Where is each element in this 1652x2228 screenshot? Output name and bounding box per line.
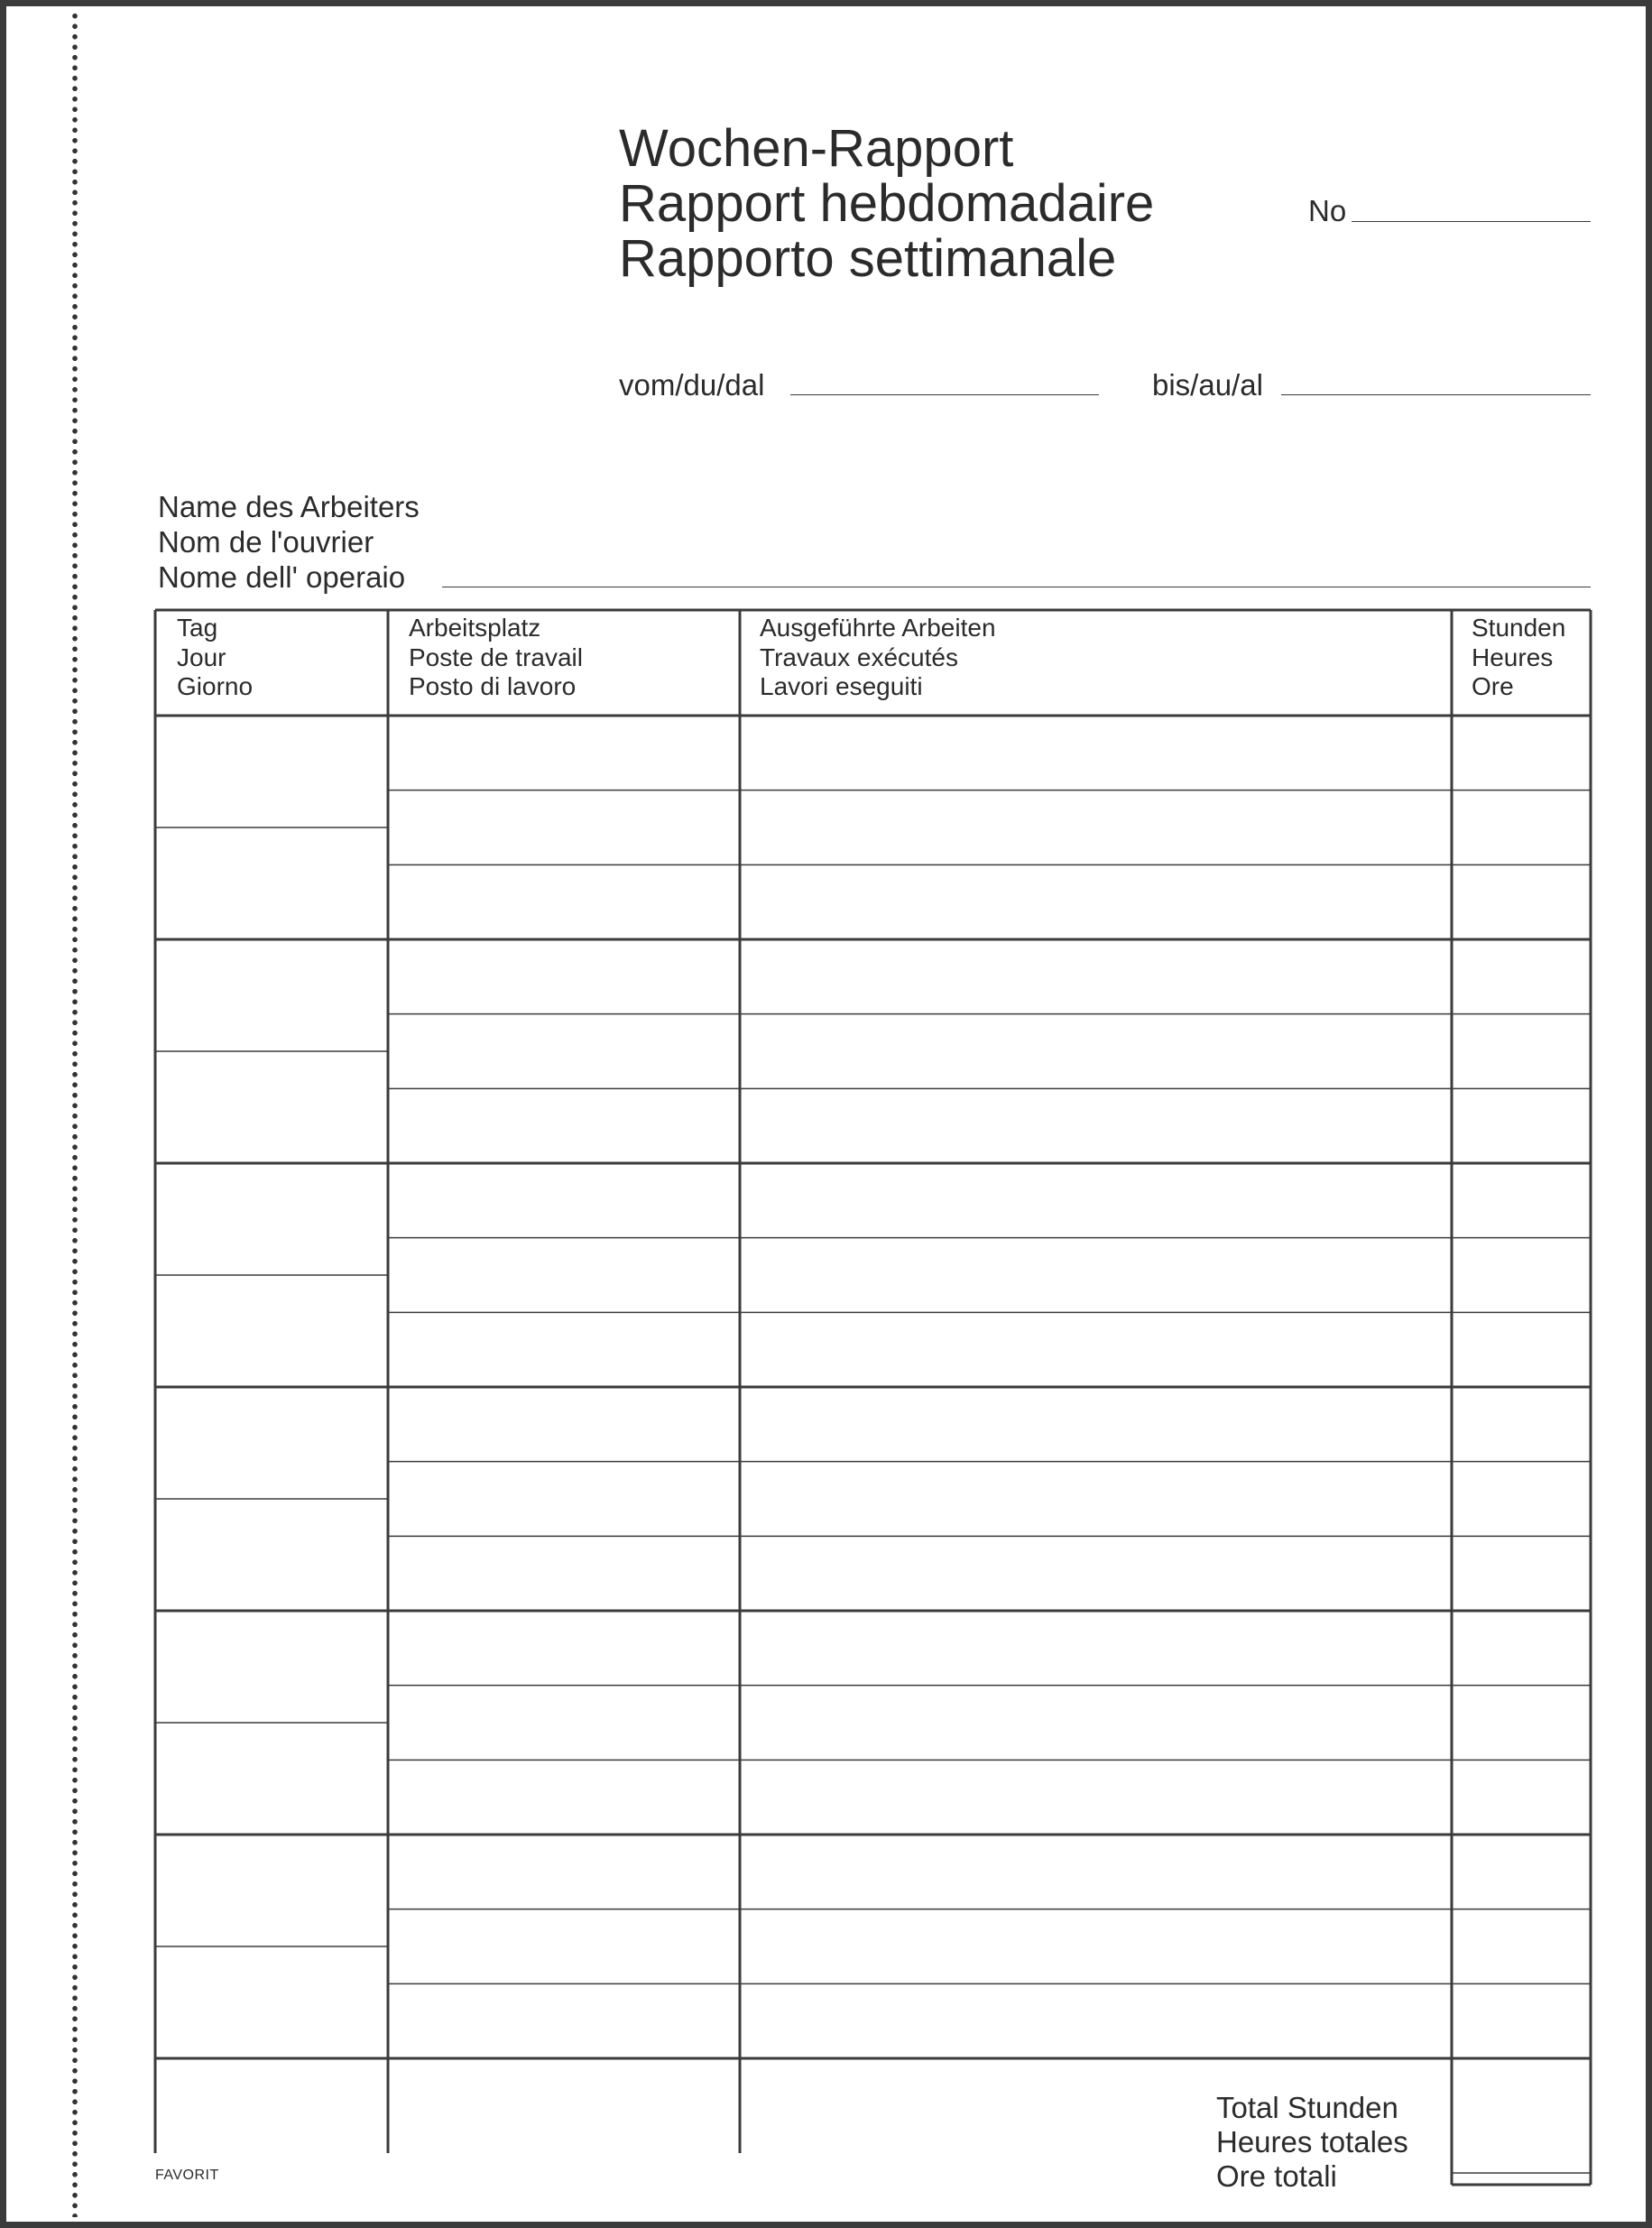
title-german: Wochen-Rapport — [619, 119, 1014, 178]
title-french: Rapport hebdomadaire — [619, 174, 1155, 233]
worker-label-german: Name des Arbeiters — [158, 490, 420, 523]
total-hours-label: Total Stunden Heures totales Ore totali — [1216, 2091, 1408, 2193]
worker-label-italian: Nome dell' operaio — [158, 560, 406, 594]
title-italian: Rapporto settimanale — [619, 229, 1117, 288]
from-date-label: vom/du/dal — [619, 368, 765, 402]
column-header-work-done: Ausgeführte Arbeiten Travaux exécutés Lavori eseguiti — [760, 614, 996, 700]
worker-label-french: Nom de l'ouvrier — [158, 525, 374, 559]
number-label: No — [1308, 194, 1347, 227]
column-header-workplace: Arbeitsplatz Poste de travail Posto di lavoro — [409, 614, 583, 700]
brand-mark: FAVORIT — [155, 2168, 219, 2183]
column-header-day: Tag Jour Giorno — [177, 614, 254, 700]
column-header-hours: Stunden Heures Ore — [1472, 614, 1566, 700]
to-date-label: bis/au/al — [1152, 368, 1263, 402]
